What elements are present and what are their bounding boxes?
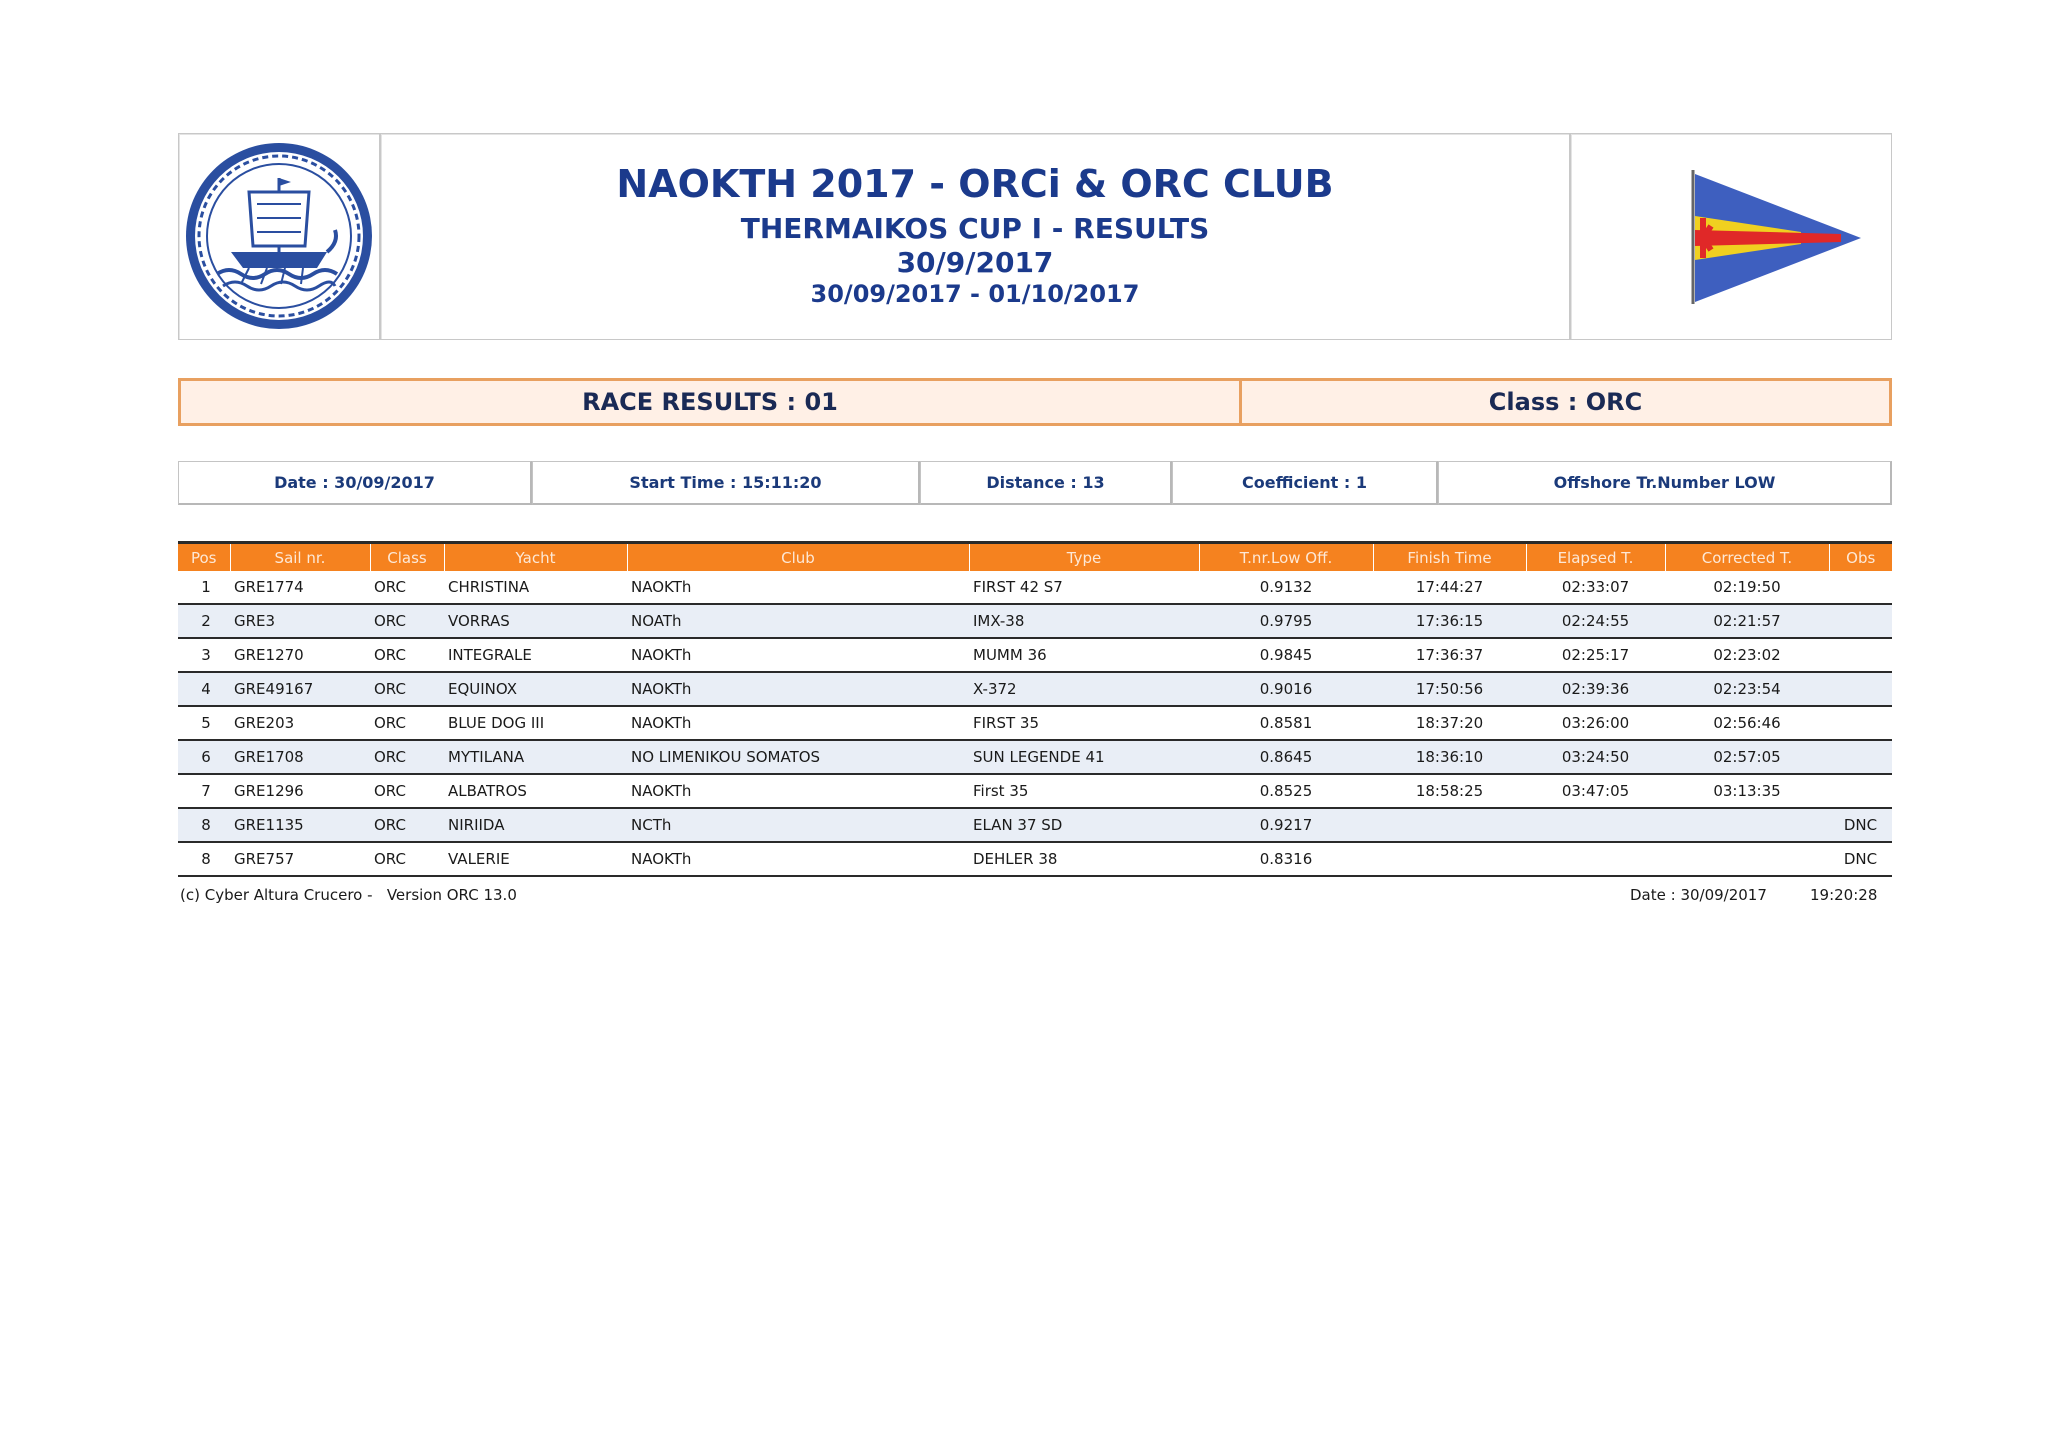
cell-type: X-372 [969, 672, 1199, 706]
cell-finish-time: 18:58:25 [1373, 774, 1526, 808]
cell-yacht: ALBATROS [444, 774, 627, 808]
cell-finish-time [1373, 842, 1526, 876]
table-row [178, 706, 1892, 740]
cell-club: NAOKTh [627, 638, 969, 672]
class-label: Class : ORC [1488, 388, 1643, 416]
footer-credit: (c) Cyber Altura Crucero - Version ORC 13.0 [180, 886, 517, 904]
cell-corrected: 02:57:05 [1665, 740, 1829, 774]
cell-finish-time: 18:36:10 [1373, 740, 1526, 774]
cell-club: NOATh [627, 604, 969, 638]
cell-class: ORC [370, 842, 444, 876]
cell-pos: 8 [178, 842, 230, 876]
header-title-box [380, 133, 1570, 340]
results-table-wrap [178, 541, 1892, 877]
cell-club: NAOKTh [627, 571, 969, 604]
info-start-time-text: Start Time : 15:11:20 [629, 473, 822, 492]
cell-sail-nr: GRE49167 [230, 672, 370, 706]
info-scoring [1438, 461, 1892, 505]
cell-obs [1829, 774, 1892, 808]
cell-elapsed: 03:47:05 [1526, 774, 1665, 808]
col-header-obs[interactable]: Obs [1829, 544, 1892, 571]
cell-class: ORC [370, 638, 444, 672]
cell-pos: 4 [178, 672, 230, 706]
col-header-elapsed[interactable]: Elapsed T. [1526, 544, 1665, 571]
cell-elapsed: 02:24:55 [1526, 604, 1665, 638]
cell-yacht: CHRISTINA [444, 571, 627, 604]
race-results-banner [178, 378, 1242, 426]
info-date-text: Date : 30/09/2017 [274, 473, 435, 492]
cell-tnr-low-off: 0.9795 [1199, 604, 1373, 638]
cell-tnr-low-off: 0.9217 [1199, 808, 1373, 842]
cell-finish-time [1373, 808, 1526, 842]
info-distance [920, 461, 1172, 505]
cell-finish-time: 17:36:37 [1373, 638, 1526, 672]
cell-tnr-low-off: 0.9016 [1199, 672, 1373, 706]
cell-sail-nr: GRE1774 [230, 571, 370, 604]
cell-finish-time: 17:44:27 [1373, 571, 1526, 604]
header-logo-right-box [1570, 133, 1892, 340]
cell-type: SUN LEGENDE 41 [969, 740, 1199, 774]
cell-elapsed [1526, 842, 1665, 876]
col-header-class[interactable]: Class [370, 544, 444, 571]
cell-tnr-low-off: 0.9845 [1199, 638, 1373, 672]
table-row [178, 672, 1892, 706]
cell-tnr-low-off: 0.8316 [1199, 842, 1373, 876]
cell-club: NAOKTh [627, 706, 969, 740]
cell-club: NO LIMENIKOU SOMATOS [627, 740, 969, 774]
cell-sail-nr: GRE1135 [230, 808, 370, 842]
cell-corrected [1665, 842, 1829, 876]
info-distance-text: Distance : 13 [986, 473, 1105, 492]
cell-finish-time: 18:37:20 [1373, 706, 1526, 740]
cell-yacht: EQUINOX [444, 672, 627, 706]
info-date [178, 461, 532, 505]
cell-type: FIRST 42 S7 [969, 571, 1199, 604]
cell-obs [1829, 604, 1892, 638]
cell-class: ORC [370, 808, 444, 842]
col-header-corrected[interactable]: Corrected T. [1665, 544, 1829, 571]
results-table-body [178, 571, 1892, 876]
table-row [178, 638, 1892, 672]
cell-corrected: 02:19:50 [1665, 571, 1829, 604]
cell-tnr-low-off: 0.8645 [1199, 740, 1373, 774]
cell-club: NAOKTh [627, 842, 969, 876]
cell-yacht: INTEGRALE [444, 638, 627, 672]
cell-elapsed: 03:26:00 [1526, 706, 1665, 740]
col-header-sail-nr[interactable]: Sail nr. [230, 544, 370, 571]
col-header-type[interactable]: Type [969, 544, 1199, 571]
class-banner [1239, 378, 1892, 426]
cell-type: FIRST 35 [969, 706, 1199, 740]
cell-elapsed: 02:33:07 [1526, 571, 1665, 604]
cell-pos: 6 [178, 740, 230, 774]
cell-tnr-low-off: 0.8581 [1199, 706, 1373, 740]
race-results-label: RACE RESULTS : 01 [582, 388, 838, 416]
cell-pos: 5 [178, 706, 230, 740]
cell-finish-time: 17:36:15 [1373, 604, 1526, 638]
footer-time: 19:20:28 [1810, 886, 1878, 904]
cell-type: IMX-38 [969, 604, 1199, 638]
cell-sail-nr: GRE1296 [230, 774, 370, 808]
cell-club: NCTh [627, 808, 969, 842]
results-table [178, 544, 1892, 877]
cell-corrected: 02:21:57 [1665, 604, 1829, 638]
info-coefficient-text: Coefficient : 1 [1242, 473, 1367, 492]
cell-corrected: 02:23:54 [1665, 672, 1829, 706]
cell-pos: 7 [178, 774, 230, 808]
cell-obs [1829, 571, 1892, 604]
cell-pos: 8 [178, 808, 230, 842]
cell-pos: 3 [178, 638, 230, 672]
cell-class: ORC [370, 604, 444, 638]
cell-yacht: BLUE DOG III [444, 706, 627, 740]
col-header-finish-time[interactable]: Finish Time [1373, 544, 1526, 571]
cell-finish-time: 17:50:56 [1373, 672, 1526, 706]
cell-elapsed: 02:39:36 [1526, 672, 1665, 706]
cell-elapsed: 03:24:50 [1526, 740, 1665, 774]
cell-obs [1829, 706, 1892, 740]
club-emblem-icon [179, 134, 379, 339]
table-row [178, 604, 1892, 638]
col-header-club[interactable]: Club [627, 544, 969, 571]
cell-type: MUMM 36 [969, 638, 1199, 672]
cell-type: ELAN 37 SD [969, 808, 1199, 842]
cell-class: ORC [370, 774, 444, 808]
cell-pos: 2 [178, 604, 230, 638]
cell-class: ORC [370, 571, 444, 604]
cell-obs [1829, 740, 1892, 774]
cell-yacht: VORRAS [444, 604, 627, 638]
header-logo-left-box [178, 133, 380, 340]
cell-sail-nr: GRE1708 [230, 740, 370, 774]
cell-tnr-low-off: 0.8525 [1199, 774, 1373, 808]
col-header-yacht[interactable]: Yacht [444, 544, 627, 571]
cell-obs [1829, 672, 1892, 706]
table-row [178, 774, 1892, 808]
cell-corrected: 03:13:35 [1665, 774, 1829, 808]
cell-elapsed [1526, 808, 1665, 842]
cell-class: ORC [370, 740, 444, 774]
document-date: 30/9/2017 [896, 246, 1054, 279]
cell-obs: DNC [1829, 808, 1892, 842]
cell-type: First 35 [969, 774, 1199, 808]
table-row [178, 842, 1892, 876]
document-date-range: 30/09/2017 - 01/10/2017 [810, 280, 1140, 308]
document-title: NAOKTH 2017 - ORCi & ORC CLUB [616, 162, 1334, 206]
cell-yacht: NIRIIDA [444, 808, 627, 842]
cell-type: DEHLER 38 [969, 842, 1199, 876]
col-header-tnr-low-off[interactable]: T.nr.Low Off. [1199, 544, 1373, 571]
cell-corrected: 02:23:02 [1665, 638, 1829, 672]
cell-obs [1829, 638, 1892, 672]
cell-pos: 1 [178, 571, 230, 604]
table-row [178, 571, 1892, 604]
info-scoring-text: Offshore Tr.Number LOW [1553, 473, 1776, 492]
pennant-flag-icon [1571, 134, 1891, 339]
cell-yacht: MYTILANA [444, 740, 627, 774]
cell-sail-nr: GRE1270 [230, 638, 370, 672]
cell-elapsed: 02:25:17 [1526, 638, 1665, 672]
cell-sail-nr: GRE3 [230, 604, 370, 638]
cell-sail-nr: GRE203 [230, 706, 370, 740]
cell-corrected [1665, 808, 1829, 842]
cell-corrected: 02:56:46 [1665, 706, 1829, 740]
info-start-time [532, 461, 920, 505]
cell-club: NAOKTh [627, 774, 969, 808]
table-row [178, 808, 1892, 842]
info-coefficient [1172, 461, 1438, 505]
table-header-row [178, 544, 1892, 571]
document-subtitle: THERMAIKOS CUP I - RESULTS [740, 212, 1210, 245]
table-row [178, 740, 1892, 774]
footer-date: Date : 30/09/2017 [1630, 886, 1767, 904]
cell-sail-nr: GRE757 [230, 842, 370, 876]
cell-yacht: VALERIE [444, 842, 627, 876]
col-header-pos[interactable]: Pos [178, 544, 230, 571]
cell-obs: DNC [1829, 842, 1892, 876]
cell-club: NAOKTh [627, 672, 969, 706]
cell-class: ORC [370, 706, 444, 740]
cell-class: ORC [370, 672, 444, 706]
cell-tnr-low-off: 0.9132 [1199, 571, 1373, 604]
